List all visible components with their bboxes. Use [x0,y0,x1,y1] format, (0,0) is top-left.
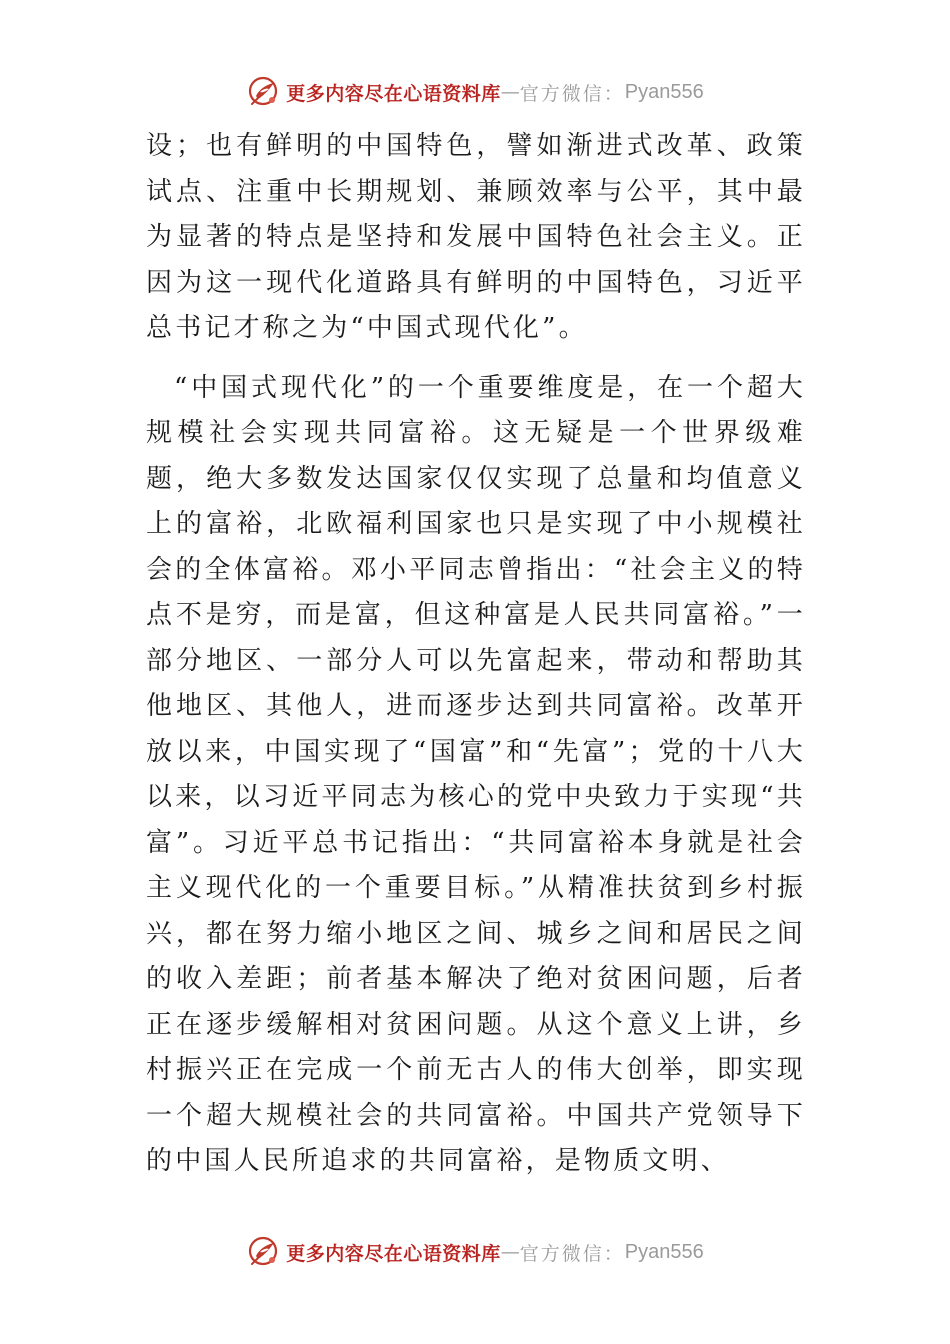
wechat-label: 官方微信： [519,1242,625,1265]
brand-text: 更多内容尽在心语资料库 [286,1242,501,1265]
wechat-account: Pyan556 [624,1240,704,1263]
header-banner [0,72,950,112]
wechat-account: Pyan556 [624,80,704,103]
brand-separator: — [500,1241,520,1263]
wechat-label: 官方微信： [519,82,625,105]
paragraph-1: 设；也有鲜明的中国特色，譬如渐进式改革、政策试点、注重中长期规划、兼顾效率与公平，其中最为显著的特点是坚持和发展中国特色社会主义。正因为这一现代化道路具有鲜明的中国特色，习近平总书记才称之为“中国式现代化”。 [146,131,806,343]
brand-text: 更多内容尽在心语资料库 [286,82,501,105]
rose-logo-icon [246,1234,282,1270]
paragraph-2: “中国式现代化”的一个重要维度是，在一个超大规模社会实现共同富裕。这无疑是一个世界级难题，绝大多数发达国家仅仅实现了总量和均值意义上的富裕，北欧福利国家也只是实现了中小规模社会的全体富裕。邓小平同志曾指出：“社会主义的特点不是穷，而是富，但这种富是人民共同富裕。”一部分地区、一部分人可以先富起来，带动和帮助其他地区、其他人，进而逐步达到共同富裕。改革开放以来，中国实现了“国富”和“先富”；党的十八大以来，以习近平同志为核心的党中央致力于实现“共富”。习近平总书记指出：“共同富裕本身就是社会主义现代化的一个重要目标。”从精准扶贫到乡村振兴，都在努力缩小地区之间、城乡之间和居民之间的收入差距；前者基本解决了绝对贫困问题，后者正在逐步缓解相对贫困问题。从这个意义上讲，乡村振兴正在完成一个前无古人的伟大创举，即实现一个超大规模社会的共同富裕。中国共产党领导下的中国人民所追求的共同富裕，是物质文明、 [146,372,806,1176]
footer-banner [0,1232,950,1272]
brand-separator: — [500,81,520,103]
rose-logo-icon [246,74,282,110]
document-body [146,124,806,1185]
